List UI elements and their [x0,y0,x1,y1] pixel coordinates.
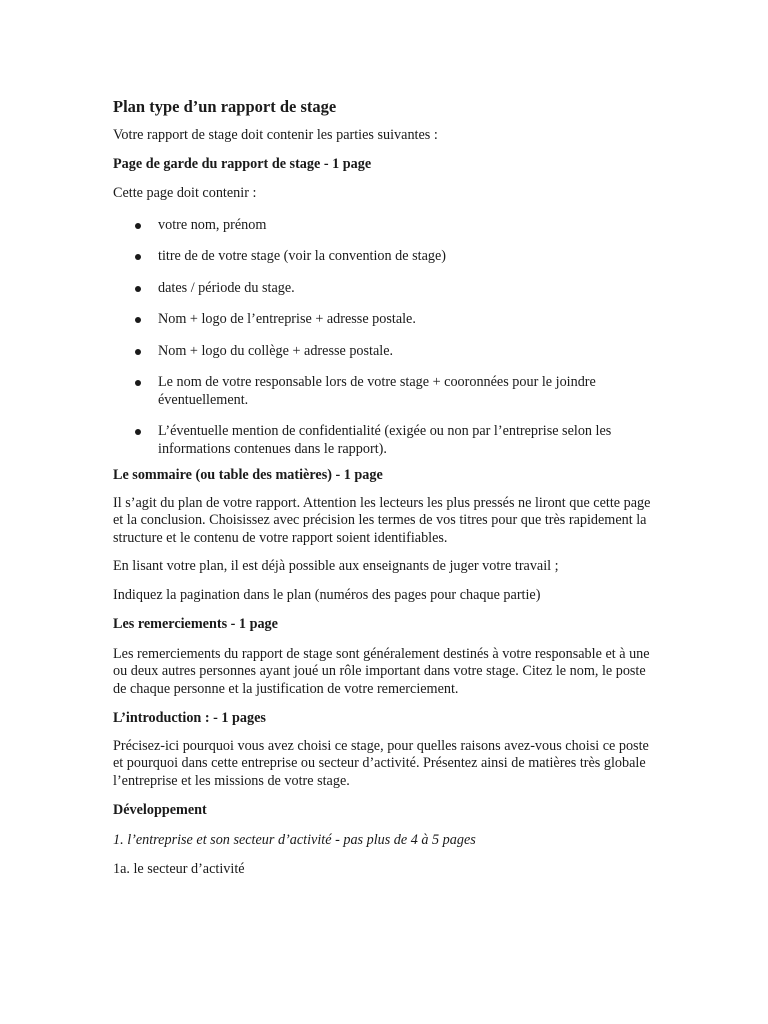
list-item-text: Le nom de votre responsable lors de votre stage + cooronnées pour le joindre éventuellement. [158,374,596,408]
section-heading-developpement: Développement [113,802,207,818]
bullet-icon [135,349,141,355]
bullet-icon [135,317,141,323]
list-item [113,343,658,361]
developpement-subheading: 1. l’entreprise et son secteur d’activité - pas plus de 4 à 5 pages [113,831,476,848]
list-item [113,217,658,235]
document-page [113,97,658,890]
list-item-text: votre nom, prénom [158,216,267,233]
list-item-text: titre de de votre stage (voir la convention de stage) [158,248,446,264]
bullet-icon [135,286,141,292]
list-item-text: L’éventuelle mention de confidentialité (exigée ou non par l’entreprise selon les informations contenues dans le rapport). [158,423,612,457]
sommaire-paragraph: En lisant votre plan, il est déjà possible aux enseignants de juger votre travail ; [113,558,559,574]
list-item [113,280,658,298]
bullet-icon [135,429,141,435]
sommaire-paragraph: Il s’agit du plan de votre rapport. Attention les lecteurs les plus pressés ne liront que cette page et la conclusion. Choisissez avec précision les termes de vos titres pour que très rapidement la structure et le contenu de votre rapport soient identifiables. [113,494,651,546]
section-heading-remerciements: Les remerciements - 1 page [113,616,278,632]
list-item-text: Nom + logo du collège + adresse postale. [158,342,394,359]
list-item-text: dates / période du stage. [158,279,295,296]
bullet-icon [135,223,141,229]
sommaire-paragraph: Indiquez la pagination dans le plan (numéros des pages pour chaque partie) [113,586,541,603]
section-heading-page-de-garde: Page de garde du rapport de stage - 1 page [113,155,372,172]
list-item [113,311,658,329]
remerciements-paragraph: Les remerciements du rapport de stage sont généralement destinés à votre responsable et à une ou deux autres personnes ayant joué un rôle important dans votre stage. Citez le nom, le poste de chaque personne et la justification de votre remerciement. [113,645,650,697]
developpement-subsection: 1a. le secteur d’activité [113,861,245,877]
page-de-garde-lead: Cette page doit contenir : [113,185,257,201]
intro-paragraph: Votre rapport de stage doit contenir les parties suivantes : [113,127,438,143]
list-item [113,248,658,266]
bullet-icon [135,380,141,386]
list-item [113,423,658,458]
introduction-paragraph: Précisez-ici pourquoi vous avez choisi ce stage, pour quelles raisons avez-vous choisi ce poste et pourquoi dans cette entreprise ou secteur d’activité. Présentez ainsi de matières très globale l’entreprise et les missions de votre stage. [113,737,649,789]
bullet-icon [135,254,141,260]
list-item [113,374,658,409]
document-title: Plan type d’un rapport de stage [113,97,337,116]
page-de-garde-bullet-list [113,217,658,459]
list-item-text: Nom + logo de l’entreprise + adresse postale. [158,311,416,327]
section-heading-sommaire: Le sommaire (ou table des matières) - 1 page [113,467,383,483]
section-heading-introduction: L’introduction : - 1 pages [113,710,266,726]
